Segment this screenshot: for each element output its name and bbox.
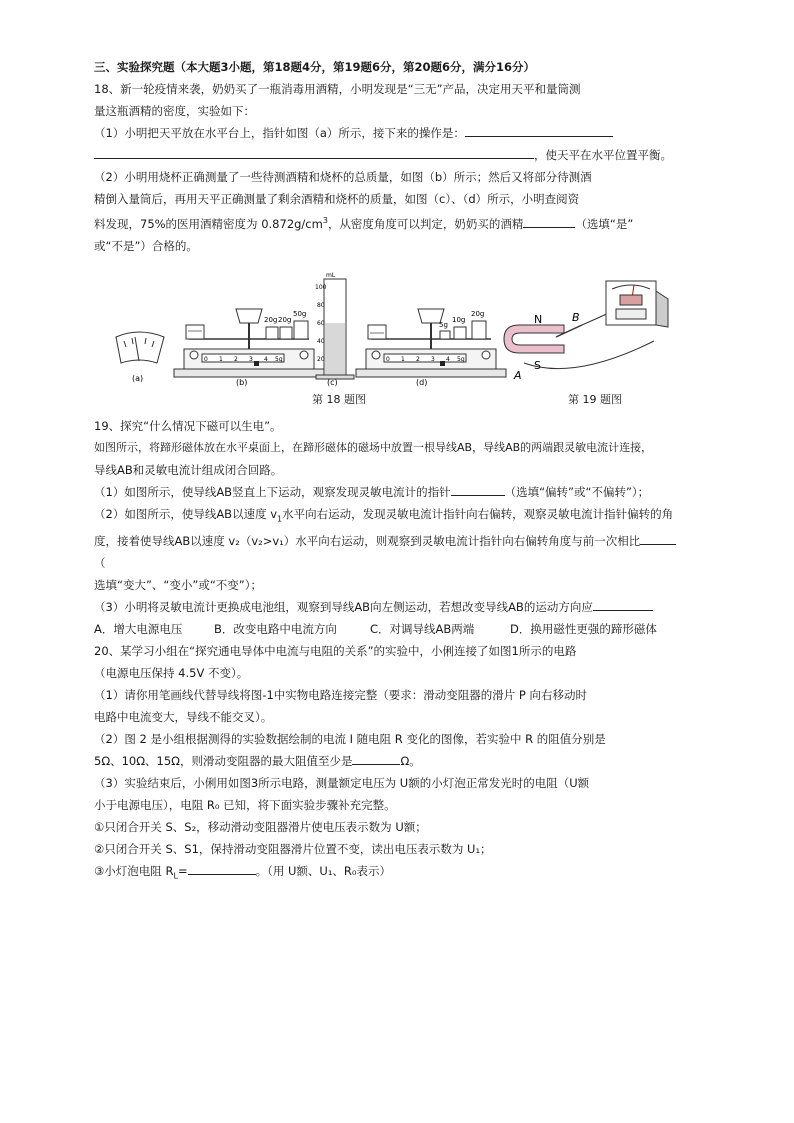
q19-part1 (94, 481, 700, 503)
q20-part1-a: （1）请你用笔画线代替导线将图-1中实物电路连接完整（要求：滑动变阻器的滑片 P 向右移动时 (94, 688, 588, 703)
fig18-d-tick-1: 1 (401, 355, 405, 363)
fig18-c-tick-40: 40 (317, 337, 325, 345)
q18-part2-c (94, 210, 700, 235)
q19-blank-1[interactable] (451, 483, 505, 496)
q19-part2-text: （2）如图所示，使导线AB以速度 v (94, 506, 278, 521)
q19-blank-2[interactable] (640, 532, 676, 545)
q18-part1-end: ，使天平在水平位置平衡。 (534, 148, 672, 162)
q18-part2-d: 或“不是”）合格的。 (94, 238, 198, 253)
q20-blank-1[interactable] (352, 752, 400, 765)
q19-part3-text: （3）小明将灵敏电流计更换成电池组，观察到导线AB向左侧运动，若想改变导线AB的运动方向应 (94, 600, 593, 615)
fig18-b-tick-4: 4 (264, 355, 268, 363)
q20-step-3-text: ③小灯泡电阻 R (94, 864, 174, 879)
fig18-caption: 第 18 题图 (312, 392, 366, 406)
q20-line-1: 20、某学习小组在“探究通电导体中电流与电阻的关系”的实验中，小俐连接了如图1所示的电路 (94, 644, 577, 659)
q18-blank-2[interactable] (523, 215, 575, 228)
q18-blank-1[interactable] (465, 124, 613, 137)
q19-part1-text: （1）如图所示，使导线AB竖直上下运动，观察发现灵敏电流计的指针 (94, 484, 451, 499)
fig18-b-weight-2: 20g (278, 315, 292, 324)
q19-part2-b-text: 度，接着使导线AB以速度 v₂（v₂>v₁）水平向右运动，则观察到灵敏电流计指针向右偏转角度与前一次相比 (94, 534, 641, 549)
fig18-d-weight-2: 10g (452, 315, 466, 324)
q19-option-c[interactable]: C．对调导线AB两端 (370, 622, 475, 637)
fig18-a-dial (116, 332, 164, 383)
q18-line-2: 量这瓶酒精的密度，实验如下： (94, 104, 255, 118)
q20-step-3 (94, 860, 700, 887)
fig18-b-weight-1: 20g (264, 315, 278, 324)
q18-density-exp: 3 (322, 216, 328, 225)
q20-step-1: ①只闭合开关 S、S₂，移动滑动变阻器滑片使电压表示数为 U额； (94, 820, 427, 835)
q18-line-1: 18、新一轮疫情来袭，奶奶买了一瓶消毒用酒精，小明发现是“三无”产品，决定用天平和量筒测 (94, 82, 581, 96)
q19-option-d[interactable]: D．换用磁性更强的蹄形磁体 (510, 622, 657, 637)
q19-part3 (94, 596, 700, 618)
q19-options (94, 618, 700, 640)
q20-part1-b: 电路中电流变大，导线不能交叉）。 (94, 710, 273, 725)
fig19-caption: 第 19 题图 (568, 392, 622, 406)
q19-part2-text-cont: 水平向右运动，发现灵敏电流计指针向右偏转，观察灵敏电流计指针偏转的角 (282, 506, 674, 521)
fig18-d-tick-2: 2 (416, 355, 420, 363)
q20-line-2: （电源电压保持 4.5V 不变）。 (94, 666, 249, 681)
fig18-b-tick-2: 2 (234, 355, 238, 363)
fig18-b-tick-3: 3 (249, 355, 253, 363)
fig18-label-d: (d) (416, 377, 428, 387)
section-title: 三、实验探究题（本大题3小题，第18题4分，第19题6分，第20题6分，满分16分） (94, 60, 536, 74)
q20-step-2: ②只闭合开关 S、S1，保持滑动变阻器滑片位置不变，读出电压表示数为 U₁； (94, 842, 492, 857)
fig18-c-tick-80: 80 (317, 301, 325, 309)
q18-judge-text: ，从密度角度可以判定，奶奶买的酒精 (327, 216, 524, 231)
q18-part1 (94, 122, 700, 144)
q19-desc-2: 导线AB和灵敏电流计组成闭合回路。 (94, 462, 283, 477)
fig18-d-tick-4: 4 (446, 355, 450, 363)
fig18-d-tick-0: 0 (386, 355, 390, 363)
q19-v1-sub: 1 (277, 514, 283, 524)
fig19-apparatus (504, 281, 668, 382)
q20-part2-b (94, 750, 700, 772)
q20-rl-sub: L (173, 871, 178, 881)
fig18-label-b: (b) (236, 377, 248, 387)
q19-part2-c: （ (94, 556, 106, 571)
q20-part3-a: （3）实验结束后，小俐用如图3所示电路，测量额定电压为 U额的小灯泡正常发光时的电阻（U额 (94, 776, 590, 791)
q20-step-3-eq: = (177, 864, 188, 879)
q20-part2-b-text: 5Ω、10Ω、15Ω，则滑动变阻器的最大阻值至少是 (94, 754, 353, 769)
fig18-19-illustration (94, 261, 700, 389)
fig18-c-unit: mL (326, 271, 336, 279)
q18-part1-text: （1）小明把天平放在水平台上，指针如图（a）所示，接下来的操作是： (94, 126, 465, 140)
q20-part3-b: 小于电源电压），电阻 R₀ 已知，将下面实验步骤补充完整。 (94, 798, 396, 813)
q19-title: 19、探究“什么情况下磁可以生电”。 (94, 418, 282, 433)
q19-desc-1: 如图所示，将蹄形磁体放在水平桌面上，在蹄形磁体的磁场中放置一根导线AB，导线AB的两端跟灵敏电流计连接， (94, 440, 653, 454)
fig18-b-tick-1: 1 (219, 355, 223, 363)
fig18-label-a: (a) (132, 373, 144, 383)
exam-page (94, 56, 700, 887)
figures-row (94, 261, 700, 411)
fig18-c-tick-60: 60 (317, 319, 325, 327)
fig18-b-tick-0: 0 (204, 355, 208, 363)
q19-blank-3[interactable] (593, 598, 653, 611)
fig18-d-balance (356, 309, 506, 387)
q19-part1-choice: （选填“偏转”或“不偏转”）； (504, 484, 650, 499)
q18-density-text: 料发现，75%的医用酒精密度为 0.872g/cm (94, 216, 323, 231)
fig18-label-c: (c) (327, 377, 338, 387)
fig19-label-n: N (534, 312, 543, 326)
fig18-b-weight-3: 50g (293, 309, 307, 318)
q19-part2-b (94, 530, 700, 552)
fig18-c-tick-100: 100 (315, 283, 327, 291)
q19-option-b[interactable]: B．改变电路中电流方向 (214, 622, 337, 637)
q18-blank-1-cont[interactable] (94, 146, 534, 159)
q19-option-a[interactable]: A．增大电源电压 (94, 622, 183, 637)
fig18-d-tick-5: 5g (457, 355, 465, 363)
q20-step-3-end: 。（用 U额、U₁、R₀表示） (255, 864, 392, 879)
q18-part2-a: （2）小明用烧杯正确测量了一些待测酒精和烧杯的总质量，如图（b）所示；然后又将部分待测酒 (94, 170, 592, 184)
fig18-c-tick-20: 20 (317, 355, 325, 363)
fig18-b-balance (174, 309, 324, 387)
q20-part2-b-unit: Ω。 (400, 754, 421, 769)
fig18-d-weight-3: 20g (471, 309, 485, 318)
q18-part2-b: 精倒入量筒后，再用天平正确测量了剩余酒精和烧杯的质量，如图（c）、（d）所示，小明查阅资 (94, 192, 580, 206)
fig19-label-s: S (534, 358, 541, 372)
fig18-d-tick-3: 3 (431, 355, 435, 363)
q20-part2-a: （2）图 2 是小组根据测得的实验数据绘制的电流 I 随电阻 R 变化的图像，若实验中 R 的阻值分别是 (94, 732, 606, 747)
q18-choice-text: （选填“是” (575, 216, 634, 231)
q19-part2-d: 选填“变大”、“变小”或“不变”）； (94, 578, 262, 593)
fig19-label-a: A (514, 368, 522, 382)
q18-part1-cont (94, 144, 700, 166)
q20-blank-2[interactable] (188, 862, 256, 875)
fig18-d-weight-1: 5g (439, 320, 448, 329)
fig18-b-tick-5: 5g (275, 355, 283, 363)
fig19-label-b: B (572, 310, 580, 324)
q19-part2-a (94, 503, 700, 530)
